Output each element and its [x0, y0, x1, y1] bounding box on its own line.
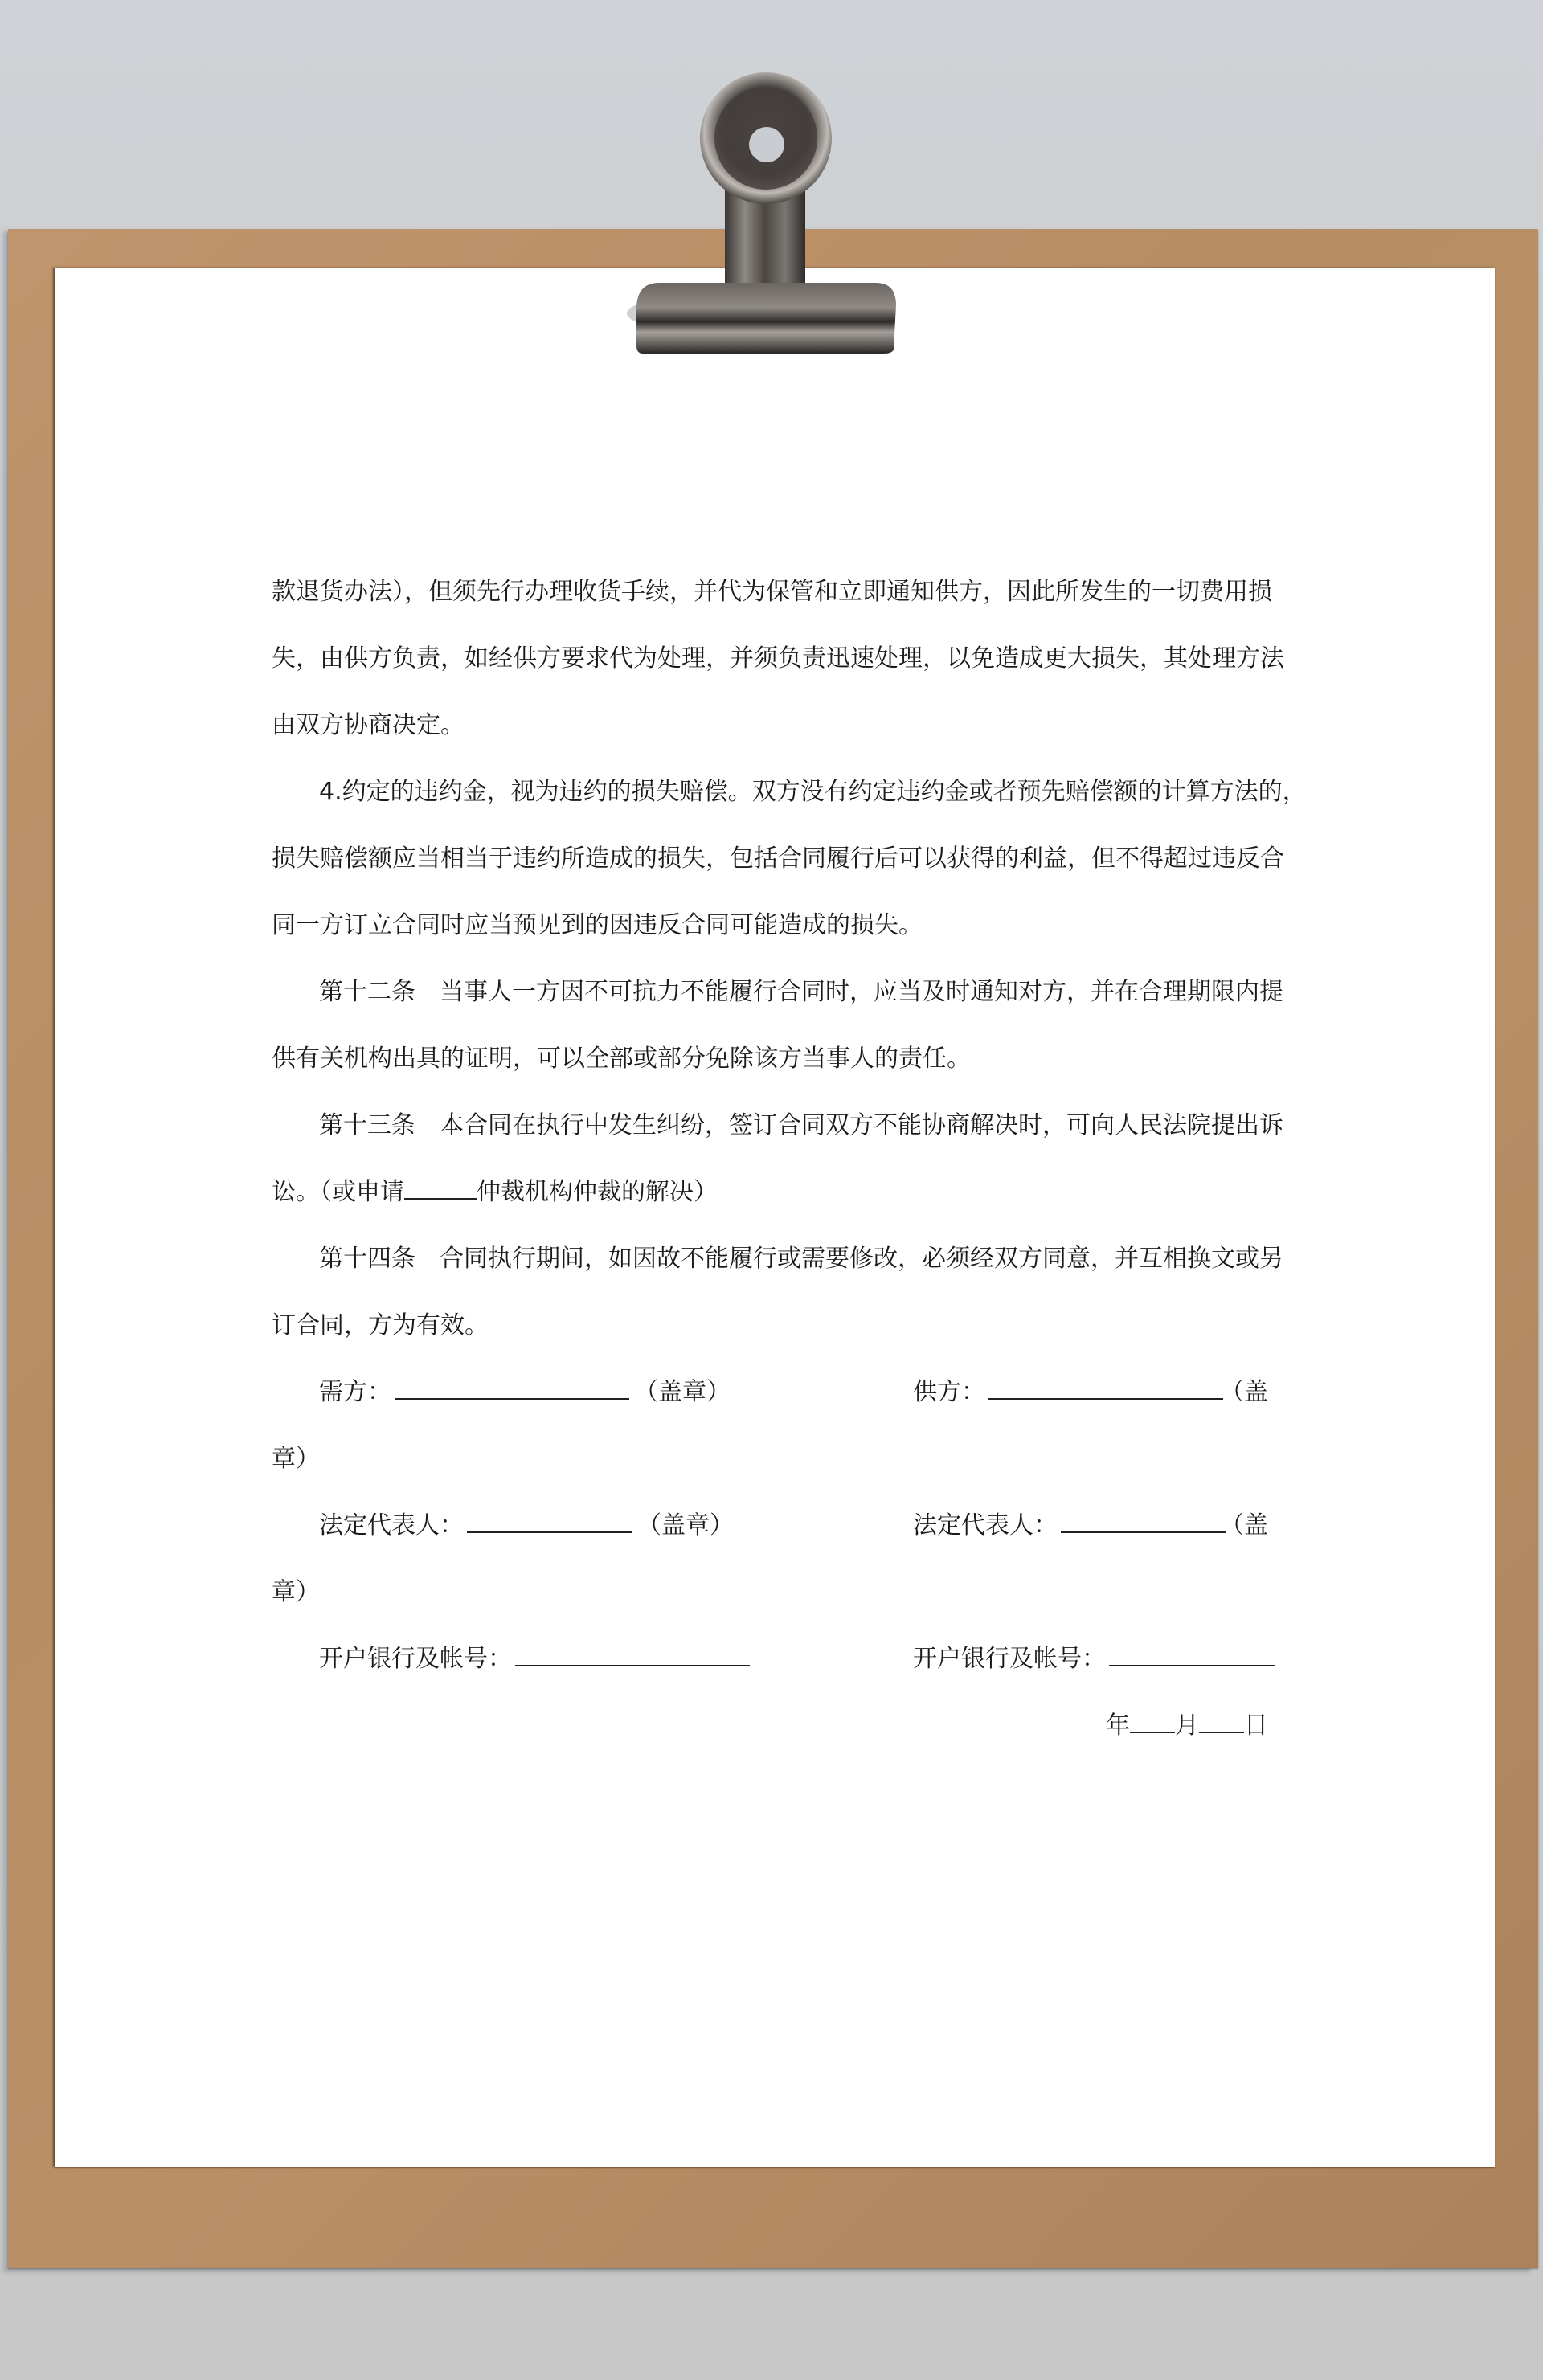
arbitration-blank[interactable] [404, 1177, 477, 1200]
paragraph-text: 当事人一方因不可抗力不能履行合同时，应当及时通知对方，并在合理期限内提 [440, 978, 1283, 1006]
seller-bank-field[interactable] [1109, 1644, 1275, 1666]
text-line [272, 1159, 1268, 1225]
article-14 [272, 1225, 1283, 1292]
seller-legal-rep-field[interactable] [1061, 1511, 1226, 1533]
paragraph-text: 仲裁机构仲裁的解决） [477, 1178, 718, 1206]
article-heading: 第十三条 [319, 1111, 415, 1139]
seller-label: 供方： [913, 1378, 985, 1406]
buyer-bank-label: 开户银行及帐号： [319, 1645, 512, 1673]
text-line [272, 1559, 1268, 1626]
date-row [272, 1692, 1268, 1759]
paragraph-text: 4.约定的违约金，视为违约的损失赔偿。双方没有约定违约金或者预先赔偿额的计算方法的， [319, 778, 1307, 806]
paragraph-text: 合同执行期间，如因故不能履行或需要修改，必须经双方同意，并互相换文或另 [440, 1245, 1283, 1273]
seller-bank-label: 开户银行及帐号： [913, 1645, 1106, 1673]
text-line [272, 1025, 1268, 1092]
article-12 [272, 959, 1283, 1025]
paragraph-text: 本合同在执行中发生纠纷，签订合同双方不能协商解决时，可向人民法院提出诉 [440, 1111, 1283, 1139]
seller-block [913, 1359, 1223, 1425]
day-field[interactable] [1199, 1711, 1244, 1733]
paragraph-text: 供有关机构出具的证明，可以全部或部分免除该方当事人的责任。 [272, 1045, 971, 1073]
paragraph-text: 订合同，方为有效。 [272, 1311, 489, 1339]
buyer-legal-rep-label: 法定代表人： [319, 1511, 464, 1540]
month-field[interactable] [1130, 1711, 1175, 1733]
seal-note: 章） [272, 1578, 320, 1606]
signature-row-party [272, 1359, 1268, 1425]
seal-note: （盖章） [634, 1378, 731, 1406]
signature-row-bank [272, 1626, 1268, 1692]
binder-clip-icon [579, 48, 948, 354]
seal-note: （盖 [1220, 1511, 1268, 1540]
buyer-legal-rep-field[interactable] [467, 1511, 632, 1533]
text-line [272, 692, 1268, 759]
text-line [272, 825, 1284, 892]
paragraph-text: 讼。（或申请 [272, 1178, 404, 1206]
article-heading: 第十四条 [319, 1245, 415, 1273]
seal-note: 章） [272, 1445, 320, 1473]
seller-field[interactable] [988, 1377, 1223, 1400]
text-line [272, 1425, 1268, 1492]
paragraph-text: 同一方订立合同时应当预见到的因违反合同可能造成的损失。 [272, 911, 923, 939]
text-line [272, 1292, 1268, 1359]
seller-legal-rep-label: 法定代表人： [913, 1511, 1058, 1540]
text-line [272, 759, 1307, 825]
article-heading: 第十二条 [319, 978, 415, 1006]
seal-note: （盖章） [637, 1511, 734, 1540]
paragraph-text: 损失赔偿额应当相当于违约所造成的损失，包括合同履行后可以获得的利益，但不得超过违反合 [272, 844, 1284, 873]
text-line [272, 892, 1268, 959]
buyer-label: 需方： [319, 1378, 391, 1406]
seller-bank-block [913, 1626, 1275, 1692]
signature-row-legal-rep [272, 1492, 1268, 1559]
paragraph-text: 失，由供方负责，如经供方要求代为处理，并须负责迅速处理，以免造成更大损失，其处理方法 [272, 644, 1284, 673]
article-13 [272, 1092, 1283, 1159]
buyer-field[interactable] [395, 1377, 629, 1400]
day-label: 日 [1244, 1711, 1268, 1740]
month-label: 月 [1175, 1711, 1199, 1740]
text-line [272, 558, 1272, 625]
paragraph-text: 由双方协商决定。 [272, 711, 465, 739]
seller-legal-rep-block [913, 1492, 1226, 1559]
contract-text [272, 558, 1307, 1759]
year-label: 年 [1106, 1711, 1130, 1740]
text-line [272, 625, 1284, 692]
buyer-bank-field[interactable] [515, 1644, 750, 1666]
paragraph-text: 款退货办法），但须先行办理收货手续，并代为保管和立即通知供方，因此所发生的一切费用损 [272, 578, 1272, 606]
seal-note: （盖 [1220, 1378, 1268, 1406]
